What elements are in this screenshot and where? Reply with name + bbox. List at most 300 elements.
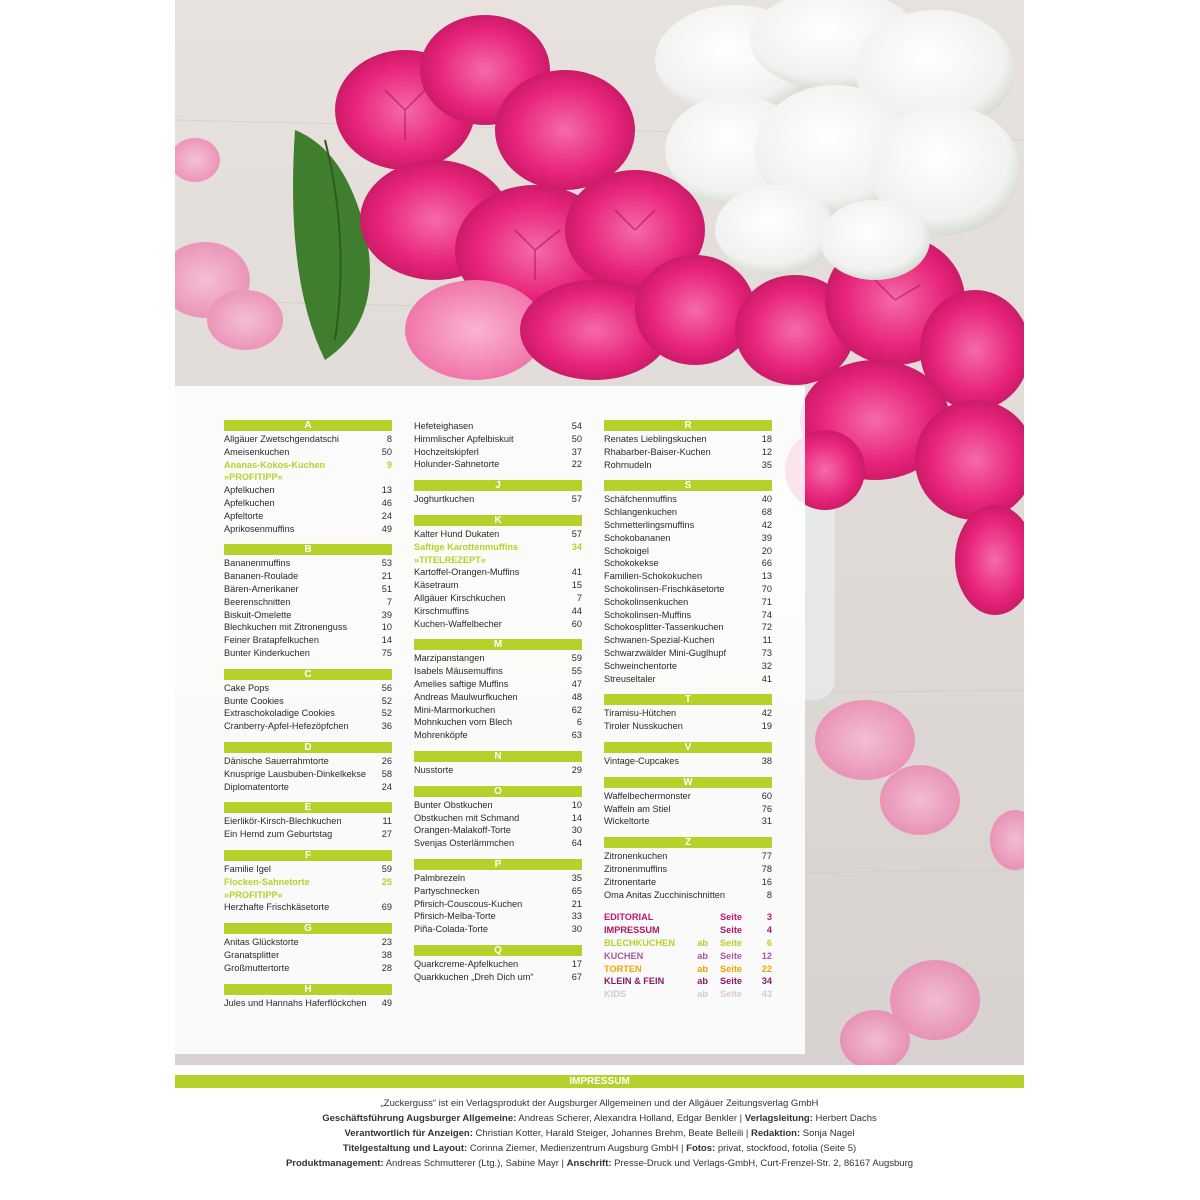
index-letter-header: G	[224, 923, 392, 934]
index-letter-header: W	[604, 777, 772, 788]
impressum-value: Andreas Schmutterer (Ltg.), Sabine Mayr |	[383, 1158, 567, 1169]
index-letter-header: N	[414, 751, 582, 762]
page-number: 18	[761, 434, 772, 444]
page-number: 13	[381, 485, 392, 496]
page-number: 22	[571, 459, 582, 470]
impressum-text	[175, 1096, 1024, 1171]
index-letter-header: C	[224, 669, 392, 680]
index-entry	[604, 850, 772, 863]
index-entry	[604, 755, 772, 768]
page-number: 68	[761, 507, 772, 518]
recipe-name: Piña-Colada-Torte	[414, 924, 489, 935]
page-number: 57	[571, 528, 582, 539]
recipe-name: Schokobananen	[604, 532, 671, 543]
legend-seite: Seite	[720, 963, 742, 974]
page-number: 8	[766, 889, 772, 900]
legend-item	[604, 963, 772, 976]
index-entry	[224, 433, 392, 446]
index-letter-header: R	[604, 420, 772, 431]
section-legend	[604, 911, 772, 1001]
page-number: 35	[571, 872, 582, 883]
index-letter-header: A	[224, 420, 392, 431]
recipe-name: Zitronentarte	[604, 876, 657, 887]
index-entry	[414, 433, 582, 446]
index-entry	[414, 493, 582, 506]
index-section	[224, 850, 392, 914]
recipe-name: Käsetraum	[414, 580, 459, 591]
index-letter-header: Q	[414, 945, 582, 956]
page-number: 39	[381, 609, 392, 620]
index-entry	[414, 528, 582, 541]
page-number: 10	[571, 799, 582, 810]
page-number: 62	[571, 704, 582, 715]
index-entry	[604, 790, 772, 803]
recipe-name: Biskuit-Omelette	[224, 609, 292, 620]
page-number: 14	[381, 635, 392, 646]
page-number: 21	[381, 571, 392, 582]
recipe-name: Bunte Cookies	[224, 695, 284, 706]
page-number: 30	[571, 825, 582, 836]
page-number: 42	[761, 708, 772, 719]
index-section	[414, 945, 582, 984]
index-entry	[414, 458, 582, 471]
page-number: 64	[571, 838, 582, 849]
page-number: 57	[571, 494, 582, 505]
index-entry	[224, 949, 392, 962]
page-number: 41	[571, 567, 582, 578]
index-entry	[604, 570, 772, 583]
recipe-name: Bananen-Roulade	[224, 571, 299, 582]
recipe-name: Bunter Obstkuchen	[414, 799, 493, 810]
recipe-name: Beerenschnitten	[224, 596, 291, 607]
impressum-line	[175, 1156, 1024, 1171]
page-number: 30	[571, 924, 582, 935]
index-entry	[414, 618, 582, 631]
page-number: 26	[381, 755, 392, 766]
page-number: 17	[571, 958, 582, 969]
index-entry	[604, 557, 772, 570]
index-section	[224, 802, 392, 841]
page-number: 49	[381, 997, 392, 1008]
page-number: 32	[761, 660, 772, 671]
recipe-name: Zitronenkuchen	[604, 851, 668, 862]
index-section	[414, 639, 582, 742]
recipe-name: Jules und Hannahs Haferflöckchen	[224, 997, 367, 1008]
index-letter-header: F	[224, 850, 392, 861]
impressum-label: Anschrift:	[566, 1158, 612, 1169]
page-number: 16	[761, 876, 772, 887]
index-entry	[224, 863, 392, 876]
index-section	[604, 480, 772, 685]
recipe-name: Extraschokoladige Cookies	[224, 708, 335, 719]
index-entry	[604, 532, 772, 545]
recipe-name: Schokolinsen-Muffins	[604, 609, 692, 620]
impressum-line	[175, 1111, 1024, 1126]
index-entry	[414, 652, 582, 665]
index-letter-header: K	[414, 515, 582, 526]
index-entry	[224, 596, 392, 609]
index-entry	[604, 876, 772, 889]
recipe-name: Schokolinsenkuchen	[604, 596, 689, 607]
page-number: 54	[571, 421, 582, 431]
index-entry	[414, 446, 582, 459]
recipe-name: Schäfchenmuffins	[604, 494, 677, 505]
page-number: 53	[381, 558, 392, 569]
legend-ab	[686, 911, 708, 924]
recipe-name: Cranberry-Apfel-Hefezöpfchen	[224, 721, 349, 732]
recipe-name: Ameisenkuchen	[224, 446, 290, 457]
page-number: 47	[571, 678, 582, 689]
recipe-name: Großmuttertorte	[224, 962, 290, 973]
index-section	[224, 742, 392, 793]
index-entry	[224, 570, 392, 583]
impressum-value: privat, stockfood, fotolia (Seite 5)	[715, 1143, 857, 1154]
page-number: 33	[571, 911, 582, 922]
index-entry	[224, 997, 392, 1010]
legend-section-name: KUCHEN	[604, 950, 644, 961]
index-entry	[414, 729, 582, 742]
recipe-name: Palmbrezeln	[414, 872, 466, 883]
index-entry	[224, 707, 392, 720]
recipe-name: Holunder-Sahnetorte	[414, 459, 500, 470]
page-number: 37	[571, 446, 582, 457]
recipe-name: Orangen-Malakoff-Torte	[414, 825, 511, 836]
recipe-name: Allgäuer Zwetschgendatschi	[224, 434, 339, 444]
recipe-name: Kirschmuffins	[414, 605, 469, 616]
page-number: 78	[761, 863, 772, 874]
impressum-line	[175, 1126, 1024, 1141]
legend-ab: ab	[697, 963, 708, 974]
recipe-name: Wickeltorte	[604, 816, 650, 827]
recipe-name: Streuseltaler	[604, 673, 656, 684]
page-number: 70	[761, 583, 772, 594]
page-number: 8	[386, 434, 392, 444]
index-entry	[414, 678, 582, 691]
recipe-name: Obstkuchen mit Schmand	[414, 812, 520, 823]
page-number: 60	[571, 618, 582, 629]
recipe-name: Renates Lieblingskuchen	[604, 434, 707, 444]
page-number: 58	[381, 768, 392, 779]
impressum-value: Christian Kotter, Harald Steiger, Johannes Brehm, Beate Belleili |	[472, 1128, 752, 1139]
page-number: 39	[761, 532, 772, 543]
index-section	[414, 420, 582, 471]
index-column-3	[604, 420, 772, 1001]
page-number: 52	[381, 695, 392, 706]
recipe-name: Ein Hemd zum Geburtstag	[224, 829, 333, 840]
impressum-line	[175, 1141, 1024, 1156]
legend-item	[604, 975, 772, 988]
legend-seite: Seite	[720, 989, 742, 1000]
page-number: 40	[761, 494, 772, 505]
index-entry	[224, 523, 392, 536]
page-number: 7	[386, 596, 392, 607]
page-number: 7	[576, 592, 582, 603]
page-number: 27	[381, 829, 392, 840]
index-entry	[414, 958, 582, 971]
recipe-name: Schokokekse	[604, 558, 659, 569]
legend-page-number: 43	[761, 989, 772, 1000]
index-entry	[224, 557, 392, 570]
legend-item	[604, 924, 772, 937]
recipe-name: Schweinchentorte	[604, 660, 678, 671]
index-section	[604, 420, 772, 471]
page-number: 11	[382, 816, 392, 827]
page-number: 72	[761, 622, 772, 633]
recipe-name: »TITELREZEPT«	[414, 554, 486, 565]
page-number: 38	[761, 755, 772, 766]
recipe-name: Schokoigel	[604, 545, 649, 556]
index-entry	[604, 803, 772, 816]
index-entry	[414, 824, 582, 837]
recipe-name: Mini-Marmorkuchen	[414, 704, 496, 715]
legend-page-number: 22	[761, 963, 772, 974]
page-number: 35	[761, 459, 772, 470]
legend-page-number: 6	[766, 937, 772, 948]
index-entry	[414, 716, 582, 729]
index-letter-header: V	[604, 742, 772, 753]
recipe-name: Svenjas Osterlämmchen	[414, 838, 515, 849]
page-number: 13	[761, 571, 772, 582]
index-section	[224, 420, 392, 535]
index-entry	[604, 673, 772, 686]
page-number: 31	[761, 816, 772, 827]
legend-item	[604, 988, 772, 1001]
recipe-name: Feiner Bratapfelkuchen	[224, 635, 319, 646]
legend-ab: ab	[697, 950, 708, 961]
recipe-name: Granatsplitter	[224, 949, 280, 960]
page-number: 48	[571, 691, 582, 702]
index-entry	[414, 592, 582, 605]
recipe-name: Schmetterlingsmuffins	[604, 519, 695, 530]
legend-page-number: 12	[761, 950, 772, 961]
page-number: 74	[761, 609, 772, 620]
legend-page-number: 3	[766, 912, 772, 923]
legend-item	[604, 937, 772, 950]
index-entry	[604, 889, 772, 902]
index-section	[224, 544, 392, 659]
index-section	[224, 923, 392, 974]
index-entry	[604, 660, 772, 673]
impressum-value: Presse-Druck und Verlags-GmbH, Curt-Frenzel-Str. 2, 86167 Augsburg	[611, 1158, 914, 1169]
page-number: 19	[761, 721, 772, 732]
index-entry	[604, 493, 772, 506]
recipe-name: Kalter Hund Dukaten	[414, 528, 500, 539]
recipe-name: Zitronenmuffins	[604, 863, 668, 874]
index-section	[604, 777, 772, 828]
index-section	[414, 480, 582, 506]
index-section	[224, 669, 392, 733]
page-number: 49	[381, 523, 392, 534]
recipe-name: Partyschnecken	[414, 885, 480, 896]
page-number: 20	[761, 545, 772, 556]
index-entry	[604, 583, 772, 596]
page-number	[388, 889, 392, 902]
index-entry	[414, 872, 582, 885]
index-entry	[224, 962, 392, 975]
index-entry	[224, 510, 392, 523]
index-letter-header: M	[414, 639, 582, 650]
page-number	[578, 554, 582, 567]
recipe-name: Tiroler Nusskuchen	[604, 721, 683, 732]
recipe-name: Familie Igel	[224, 863, 271, 874]
index-entry	[414, 704, 582, 717]
index-entry	[414, 691, 582, 704]
legend-seite: Seite	[720, 925, 742, 936]
page-number: 24	[381, 510, 392, 521]
recipe-name: Mohnkuchen vom Blech	[414, 717, 513, 728]
legend-section-name: KIDS	[604, 989, 626, 1000]
page-number: 59	[571, 653, 582, 664]
legend-item	[604, 911, 772, 924]
index-entry	[224, 459, 392, 472]
index-entry	[604, 433, 772, 446]
page-number: 34	[571, 541, 582, 552]
recipe-name: Schwarzwälder Mini-Guglhupf	[604, 647, 727, 658]
index-entry	[224, 647, 392, 660]
index-entry	[414, 764, 582, 777]
recipe-name: Herzhafte Frischkäsetorte	[224, 902, 330, 913]
impressum-line	[175, 1096, 1024, 1111]
page-number: 23	[381, 937, 392, 948]
page-number: 65	[571, 885, 582, 896]
recipe-name: Schlangenkuchen	[604, 507, 678, 518]
recipe-name: Allgäuer Kirschkuchen	[414, 592, 506, 603]
index-entry	[224, 876, 392, 889]
page-number: 76	[761, 803, 772, 814]
index-entry	[414, 566, 582, 579]
index-entry	[414, 898, 582, 911]
recipe-name: »PROFITIPP«	[224, 889, 283, 900]
recipe-name: Pfirsich-Couscous-Kuchen	[414, 898, 523, 909]
recipe-name: Knusprige Lausbuben-Dinkelkekse	[224, 768, 366, 779]
index-entry	[414, 665, 582, 678]
index-letter-header: E	[224, 802, 392, 813]
index-entry	[604, 609, 772, 622]
recipe-name: Anitas Glückstorte	[224, 937, 299, 948]
recipe-name: Quarkkuchen „Dreh Dich um“	[414, 971, 534, 982]
recipe-name: Waffelbechermonster	[604, 790, 691, 801]
index-entry	[604, 506, 772, 519]
index-column-2	[414, 420, 582, 993]
index-entry	[604, 647, 772, 660]
index-section	[414, 859, 582, 936]
index-entry	[414, 420, 582, 433]
index-entry	[604, 863, 772, 876]
page-number: 60	[761, 790, 772, 801]
index-entry	[224, 901, 392, 914]
recipe-name: Oma Anitas Zucchinischnitten	[604, 889, 726, 900]
page-number: 67	[571, 971, 582, 982]
impressum-value: Sonja Nagel	[800, 1128, 855, 1139]
page-number: 15	[571, 580, 582, 591]
index-entry	[414, 910, 582, 923]
page-number: 28	[381, 962, 392, 973]
recipe-name: Kartoffel-Orangen-Muffins	[414, 567, 520, 578]
recipe-name: Pfirsich-Melba-Torte	[414, 911, 496, 922]
index-entry	[224, 755, 392, 768]
recipe-name: Isabels Mäusemuffins	[414, 666, 503, 677]
index-entry	[604, 459, 772, 472]
impressum-value: Herbert Dachs	[812, 1113, 877, 1124]
page-number: 14	[571, 812, 582, 823]
index-letter-header: P	[414, 859, 582, 870]
page-number: 69	[381, 902, 392, 913]
index-entry	[224, 828, 392, 841]
page-number: 75	[381, 647, 392, 658]
legend-item	[604, 950, 772, 963]
page-number: 71	[761, 596, 772, 607]
page-number: 24	[381, 781, 392, 792]
legend-section-name: TORTEN	[604, 963, 642, 974]
index-letter-header: S	[604, 480, 772, 491]
impressum-header: IMPRESSUM	[175, 1075, 1024, 1088]
page-number: 50	[381, 446, 392, 457]
index-entry	[224, 621, 392, 634]
legend-section-name: BLECHKUCHEN	[604, 937, 675, 948]
recipe-name: Kuchen-Waffelbecher	[414, 618, 502, 629]
index-entry	[414, 799, 582, 812]
index-letter-header: D	[224, 742, 392, 753]
impressum-label: Verlagsleitung:	[744, 1113, 813, 1124]
legend-ab: ab	[697, 989, 708, 1000]
impressum-label: Verantwortlich für Anzeigen:	[344, 1128, 473, 1139]
legend-ab: ab	[697, 976, 708, 987]
index-entry	[414, 605, 582, 618]
index-entry	[224, 768, 392, 781]
index-section	[604, 837, 772, 901]
index-entry	[604, 707, 772, 720]
index-letter-header: B	[224, 544, 392, 555]
page-number: 52	[381, 708, 392, 719]
page-number: 46	[381, 497, 392, 508]
page-number: 66	[761, 558, 772, 569]
recipe-name: Quarkcreme-Apfelkuchen	[414, 958, 519, 969]
index-entry	[414, 923, 582, 936]
page-number: 59	[381, 863, 392, 874]
legend-section-name: KLEIN & FEIN	[604, 976, 665, 987]
recipe-name: Rhabarber-Baiser-Kuchen	[604, 446, 711, 457]
recipe-name: Tiramisu-Hütchen	[604, 708, 677, 719]
index-letter-header: H	[224, 984, 392, 995]
index-entry	[604, 621, 772, 634]
legend-page-number: 34	[761, 976, 772, 987]
recipe-name: Diplomatentorte	[224, 781, 289, 792]
magazine-page	[175, 0, 1024, 1200]
page-number: 10	[381, 622, 392, 633]
page-number: 51	[381, 583, 392, 594]
index-entry	[604, 446, 772, 459]
page-number: 21	[571, 898, 582, 909]
index-letter-header: Z	[604, 837, 772, 848]
page-number: 73	[761, 647, 772, 658]
recipe-name: Nusstorte	[414, 764, 454, 775]
index-entry	[604, 815, 772, 828]
index-entry	[224, 815, 392, 828]
index-entry	[224, 583, 392, 596]
page-number: 29	[571, 764, 582, 775]
legend-ab	[686, 924, 708, 937]
impressum-value: Corinna Ziemer, Medienzentrum Augsburg GmbH |	[467, 1143, 687, 1154]
legend-seite: Seite	[720, 976, 742, 987]
index-entry	[224, 446, 392, 459]
index-entry	[414, 885, 582, 898]
page-number: 6	[576, 717, 582, 728]
page-number: 55	[571, 666, 582, 677]
index-entry	[604, 634, 772, 647]
recipe-name: Rohrnudeln	[604, 459, 652, 470]
index-column-3-sections	[604, 420, 772, 901]
recipe-name: Dänische Sauerrahmtorte	[224, 755, 329, 766]
